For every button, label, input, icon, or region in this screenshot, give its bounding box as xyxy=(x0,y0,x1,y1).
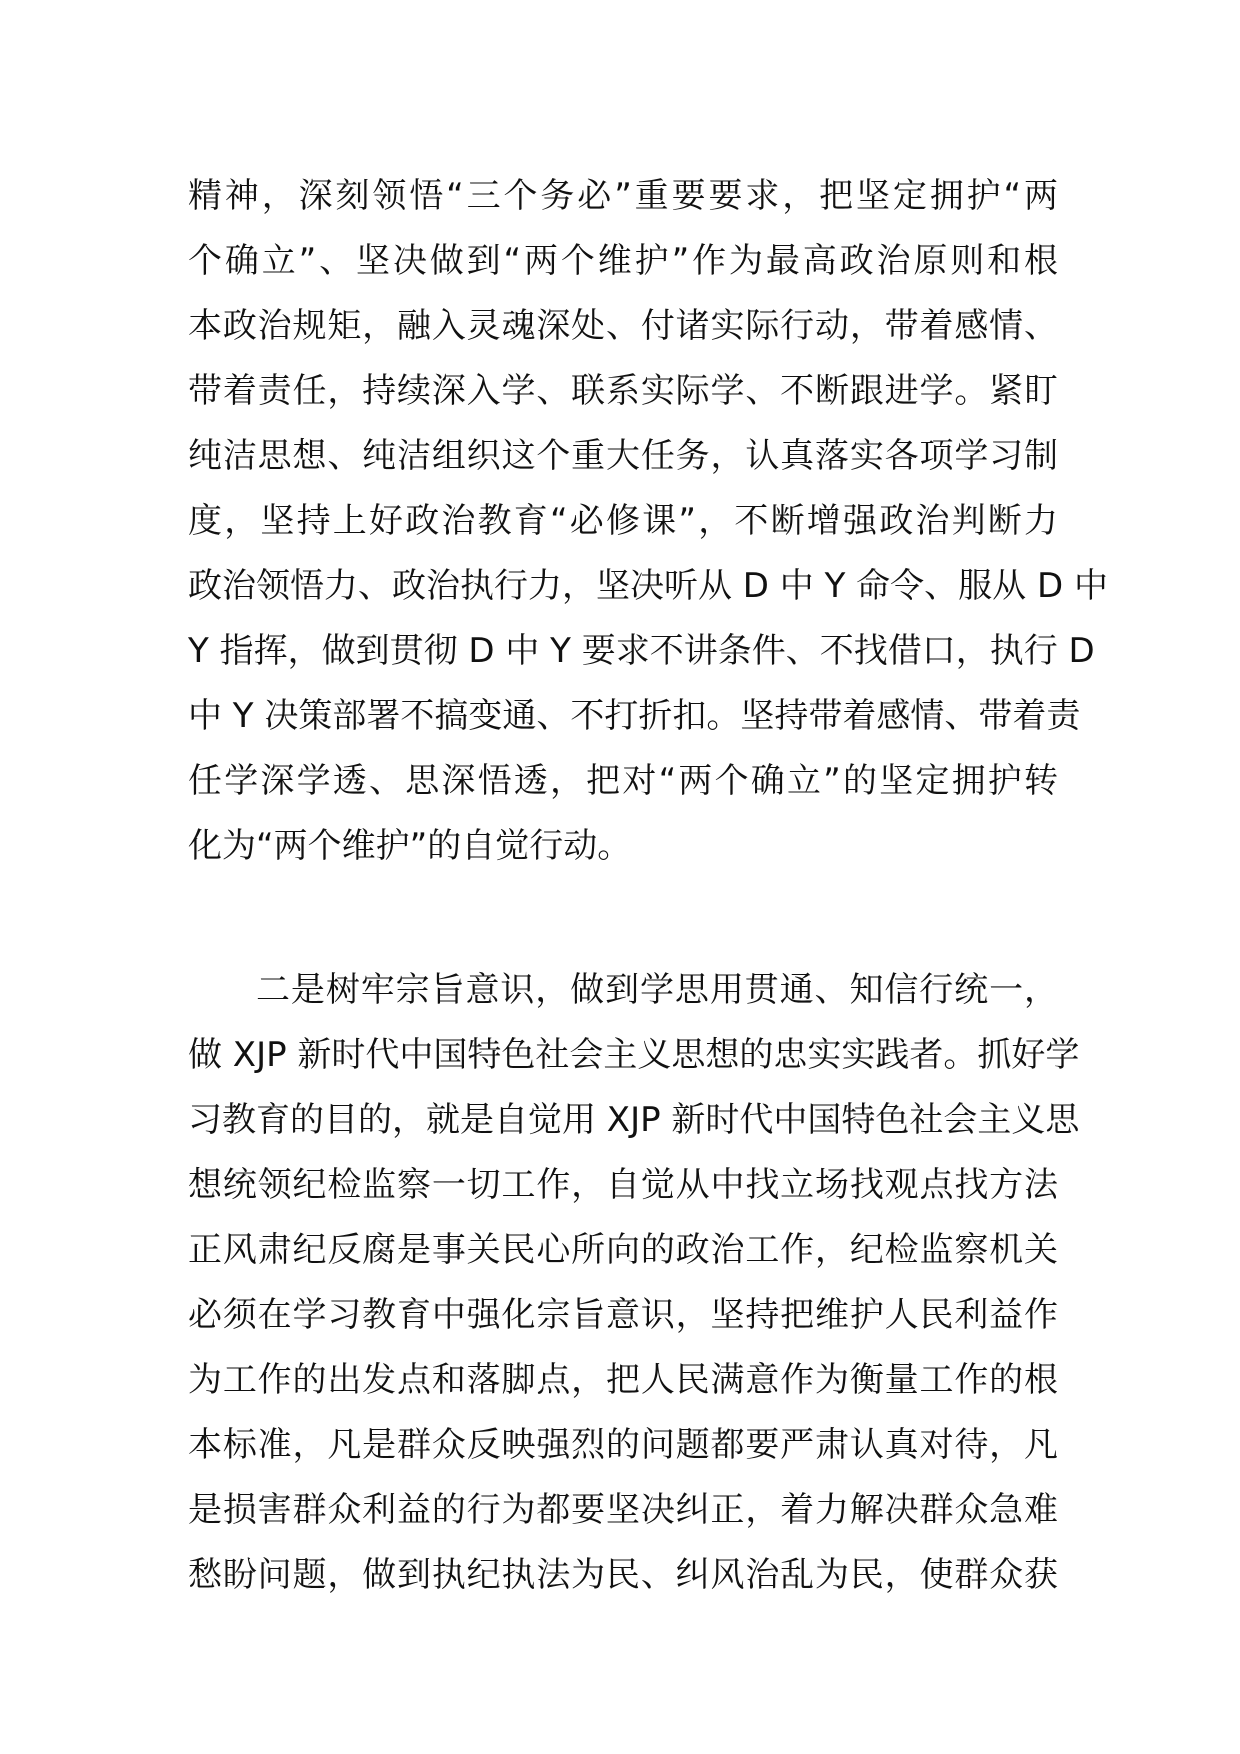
paragraph-line: 政治领悟力、政治执行力，坚决听从 D 中 Y 命令、服从 D 中 xyxy=(188,566,1108,606)
paragraph-line: 个确立”、坚决做到“两个维护”作为最高政治原则和根 xyxy=(188,241,1058,281)
paragraph-line: 带着责任，持续深入学、联系实际学、不断跟进学。紧盯 xyxy=(188,371,1058,411)
paragraph-line: Y 指挥，做到贯彻 D 中 Y 要求不讲条件、不找借口，执行 D xyxy=(188,631,1095,671)
paragraph-line: 精神，深刻领悟“三个务必”重要要求，把坚定拥护“两 xyxy=(188,176,1058,216)
paragraph-line: 纯洁思想、纯洁组织这个重大任务，认真落实各项学习制 xyxy=(188,436,1058,476)
paragraph-line: 做 XJP 新时代中国特色社会主义思想的忠实实践者。抓好学 xyxy=(188,1035,1080,1075)
paragraph-1 xyxy=(188,164,1108,879)
paragraph-2 xyxy=(188,958,1080,1608)
paragraph-line: 度，坚持上好政治教育“必修课”，不断增强政治判断力 xyxy=(188,501,1058,541)
paragraph-line: 为工作的出发点和落脚点，把人民满意作为衡量工作的根 xyxy=(188,1360,1058,1400)
paragraph-line: 任学深学透、思深悟透，把对“两个确立”的坚定拥护转 xyxy=(188,761,1058,801)
paragraph-line: 二是树牢宗旨意识，做到学思用贯通、知信行统一， xyxy=(256,970,1058,1010)
paragraph-line: 愁盼问题，做到执纪执法为民、纠风治乱为民，使群众获 xyxy=(188,1555,1058,1595)
paragraph-line: 本标准，凡是群众反映强烈的问题都要严肃认真对待，凡 xyxy=(188,1425,1058,1465)
paragraph-line: 是损害群众利益的行为都要坚决纠正，着力解决群众急难 xyxy=(188,1490,1058,1530)
paragraph-line: 习教育的目的，就是自觉用 XJP 新时代中国特色社会主义思 xyxy=(188,1100,1080,1140)
paragraph-line: 想统领纪检监察一切工作，自觉从中找立场找观点找方法 xyxy=(188,1165,1058,1205)
paragraph-line: 化为“两个维护”的自觉行动。 xyxy=(188,826,632,866)
paragraph-line: 必须在学习教育中强化宗旨意识，坚持把维护人民利益作 xyxy=(188,1295,1058,1335)
paragraph-line: 正风肃纪反腐是事关民心所向的政治工作，纪检监察机关 xyxy=(188,1230,1058,1270)
paragraph-line: 中 Y 决策部署不搞变通、不打折扣。坚持带着感情、带着责 xyxy=(188,696,1081,736)
paragraph-line: 本政治规矩，融入灵魂深处、付诸实际行动，带着感情、 xyxy=(188,306,1058,346)
